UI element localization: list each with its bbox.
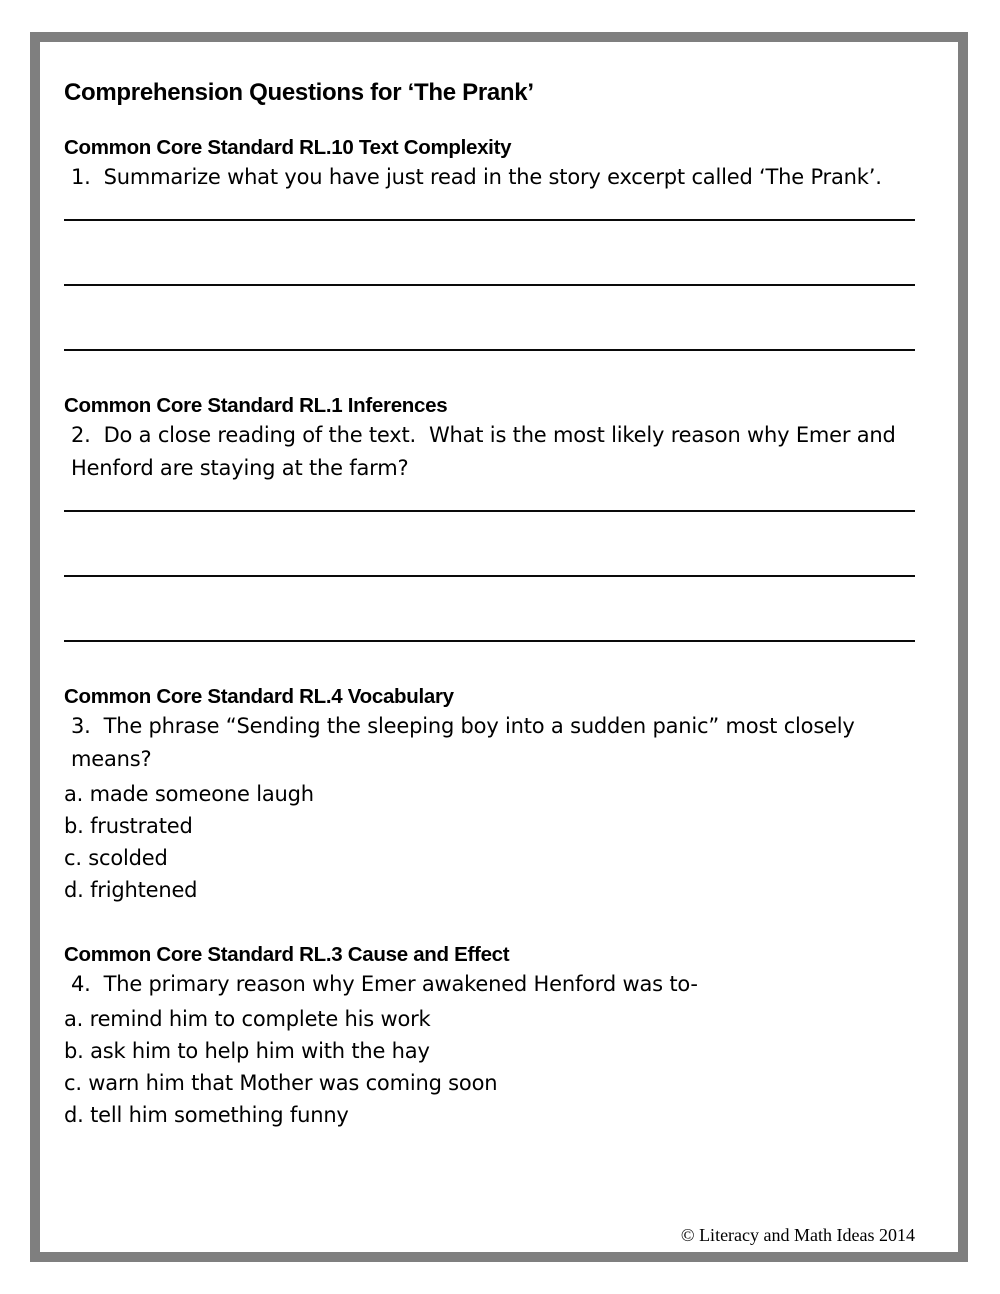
question-1-text: 1. Summarize what you have just read in the story excerpt called ‘The Prank’. xyxy=(71,165,882,189)
answer-line xyxy=(64,194,915,221)
question-3-text: 3. The phrase “Sending the sleeping boy into a sudden panic” most closely means? xyxy=(71,714,862,771)
answer-line xyxy=(64,221,915,286)
answer-line xyxy=(64,286,915,351)
answer-line xyxy=(64,485,915,512)
section-heading: Common Core Standard RL.1 Inferences xyxy=(64,394,448,417)
section-rl10-text-complexity xyxy=(64,108,915,351)
choice-d: d. tell him something funny xyxy=(64,1103,349,1127)
choice-c: c. warn him that Mother was coming soon xyxy=(64,1071,498,1095)
choices-list xyxy=(64,778,915,906)
question-2-text: 2. Do a close reading of the text. What is the most likely reason why Emer and Henford are staying at the farm? xyxy=(71,423,903,480)
section-heading: Common Core Standard RL.10 Text Complexity xyxy=(64,136,512,159)
section-rl1-inferences xyxy=(64,351,915,642)
copyright-notice: © Literacy and Math Ideas 2014 xyxy=(680,1225,915,1245)
choice-a: a. remind him to complete his work xyxy=(64,1007,431,1031)
answer-lines-group xyxy=(64,194,915,351)
section-rl4-vocabulary xyxy=(64,642,915,906)
answer-line xyxy=(64,512,915,577)
page-title: Comprehension Questions for ‘The Prank’ xyxy=(64,79,534,106)
answer-line xyxy=(64,577,915,642)
choice-b: b. ask him to help him with the hay xyxy=(64,1039,430,1063)
worksheet-page xyxy=(30,32,968,1262)
section-rl3-cause-and-effect xyxy=(64,906,915,1131)
choice-b: b. frustrated xyxy=(64,814,193,838)
choices-list xyxy=(64,1003,915,1131)
choice-c: c. scolded xyxy=(64,846,168,870)
choice-d: d. frightened xyxy=(64,878,198,902)
answer-lines-group xyxy=(64,485,915,642)
section-heading: Common Core Standard RL.4 Vocabulary xyxy=(64,685,454,708)
question-4-text: 4. The primary reason why Emer awakened Henford was to- xyxy=(71,972,698,996)
page-content xyxy=(40,42,958,1252)
section-heading: Common Core Standard RL.3 Cause and Effect xyxy=(64,943,510,966)
choice-a: a. made someone laugh xyxy=(64,782,314,806)
